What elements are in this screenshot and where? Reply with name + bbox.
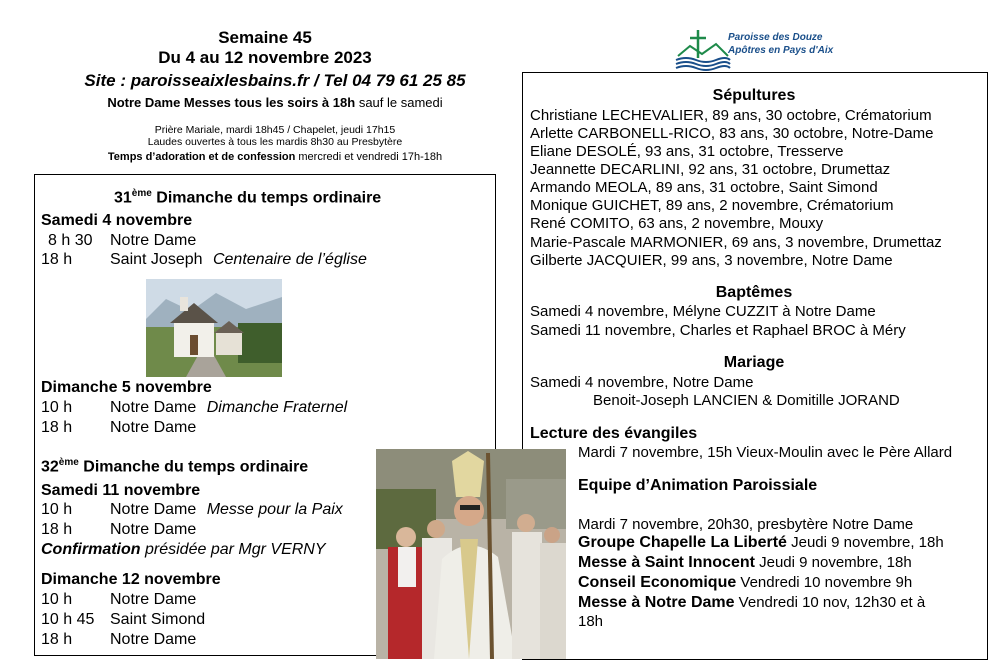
sepulture-item: Armando MEOLA, 89 ans, 31 octobre, Saint Simond — [530, 179, 878, 196]
schedule-row — [41, 419, 196, 437]
dates-title: Du 4 au 12 novembre 2023 — [158, 48, 372, 67]
bapteme-item: Samedi 4 novembre, Mélyne CUZZIT à Notre Dame — [530, 303, 876, 320]
row-time: 10 h — [41, 399, 73, 416]
sunday31-title — [114, 188, 381, 207]
prayer-block — [40, 124, 510, 148]
event-line — [578, 594, 925, 612]
parish-logo-icon — [672, 24, 732, 72]
row-note: Dimanche Fraternel — [206, 399, 348, 416]
event-line — [578, 554, 912, 572]
row-time: 10 h 45 — [41, 611, 95, 628]
eap-title: Equipe d’Animation Paroissiale — [578, 477, 818, 494]
event-bold: Groupe Chapelle La Liberté — [578, 534, 787, 551]
event-rest: Jeudi 9 novembre, 18h — [754, 554, 912, 571]
mariage-title: Mariage — [723, 354, 785, 371]
adoration-line — [40, 151, 510, 163]
schedule-row — [48, 232, 196, 250]
sun12-label: Dimanche 12 novembre — [41, 571, 221, 588]
event-bold: Messe à Notre Dame — [578, 594, 735, 611]
sunday31-num: 31 — [114, 189, 132, 207]
lecture-detail: Mardi 7 novembre, 15h Vieux-Moulin avec le Père Allard — [578, 444, 953, 461]
schedule-row — [41, 521, 196, 539]
event-rest: Vendredi 10 novembre 9h — [736, 574, 913, 591]
event-rest: Jeudi 9 novembre, 18h — [786, 534, 944, 551]
baptemes-title: Baptêmes — [715, 284, 793, 301]
mariage-item: Samedi 4 novembre, Notre Dame — [530, 374, 754, 391]
sun5-label: Dimanche 5 novembre — [41, 379, 212, 396]
row-place: Notre Dame — [110, 521, 197, 538]
confirmation-rest: présidée par Mgr VERNY — [145, 541, 326, 558]
row-place: Notre Dame — [110, 501, 197, 518]
sepulture-item: René COMITO, 63 ans, 2 novembre, Mouxy — [530, 215, 824, 232]
masses-suffix: sauf le samedi — [358, 95, 443, 110]
sepulture-item: Gilberte JACQUIER, 99 ans, 3 novembre, Notre Dame — [530, 252, 893, 269]
event-tail: 18h — [578, 613, 604, 630]
row-time: 18 h — [41, 631, 73, 648]
laudes-line: Laudes ouvertes à tous les mardis 8h30 au Presbytère — [147, 136, 403, 148]
row-place: Notre Dame — [110, 631, 197, 648]
sepulture-item: Jeannette DECARLINI, 92 ans, 31 octobre, Drumettaz — [530, 161, 891, 178]
bishop-photo — [376, 449, 566, 659]
sunday32-num: 32 — [41, 458, 59, 476]
row-place: Notre Dame — [110, 591, 197, 608]
row-place: Saint Joseph — [110, 251, 203, 268]
event-rest: Vendredi 10 nov, 12h30 et à — [734, 594, 926, 611]
confirmation-bold: Confirmation — [41, 541, 141, 558]
row-time: 18 h — [41, 521, 73, 538]
schedule-row — [41, 501, 343, 519]
church-photo — [146, 279, 282, 377]
row-note: Centenaire de l’église — [212, 251, 367, 268]
schedule-row — [41, 251, 367, 269]
logo-line2: Apôtres en Pays d'Aix — [728, 45, 834, 56]
lecture-title: Lecture des évangiles — [530, 425, 698, 442]
bapteme-item: Samedi 11 novembre, Charles et Raphael BROC à Méry — [530, 322, 906, 339]
event-line — [578, 574, 912, 592]
masses-line — [40, 95, 510, 110]
schedule-row — [41, 611, 205, 629]
bishop-image — [376, 449, 566, 659]
week-title: Semaine 45 — [218, 28, 312, 47]
logo-line1: Paroisse des Douze — [728, 32, 823, 43]
eap-detail: Mardi 7 novembre, 20h30, presbytère Notre Dame — [578, 516, 914, 533]
row-time: 10 h — [41, 501, 73, 518]
event-line — [578, 534, 944, 552]
row-time: 10 h — [41, 591, 73, 608]
adoration-prefix: Temps d’adoration et de confession — [107, 151, 296, 163]
row-place: Notre Dame — [110, 399, 197, 416]
row-time: 8 h 30 — [48, 232, 93, 249]
sepulture-item: Monique GUICHET, 89 ans, 2 novembre, Crématorium — [530, 197, 894, 214]
row-note: Messe pour la Paix — [206, 501, 343, 518]
sepulture-item: Eliane DESOLÉ, 93 ans, 31 octobre, Tresserve — [530, 143, 844, 160]
event-bold: Conseil Economique — [578, 574, 737, 591]
sunday31-sup: ème — [131, 188, 152, 199]
sepulture-item: Marie-Pascale MARMONIER, 69 ans, 3 novembre, Drumettaz — [530, 234, 942, 251]
sepultures-title: Sépultures — [712, 87, 796, 104]
sepulture-item: Christiane LECHEVALIER, 89 ans, 30 octobre, Crématorium — [530, 107, 932, 124]
adoration-suffix: mercredi et vendredi 17h-18h — [298, 151, 443, 163]
schedule-row — [41, 399, 347, 417]
row-place: Saint Simond — [110, 611, 206, 628]
sunday32-sup: ème — [58, 457, 79, 468]
sunday32-title — [41, 457, 308, 476]
schedule-row — [41, 631, 196, 649]
mariage-couple: Benoit-Joseph LANCIEN & Domitille JORAND — [593, 392, 900, 409]
row-time: 18 h — [41, 419, 73, 436]
sunday32-text: Dimanche du temps ordinaire — [83, 458, 309, 476]
church-image — [146, 279, 282, 377]
masses-prefix: Notre Dame Messes tous les soirs à 18h — [107, 95, 356, 110]
sat4-label: Samedi 4 novembre — [41, 212, 193, 229]
row-place: Notre Dame — [110, 419, 197, 436]
parish-logo — [672, 24, 842, 72]
sunday31-text: Dimanche du temps ordinaire — [156, 189, 382, 207]
row-time: 18 h — [41, 251, 73, 268]
confirmation-line — [41, 541, 326, 559]
event-bold: Messe à Saint Innocent — [578, 554, 755, 571]
row-place: Notre Dame — [110, 232, 197, 249]
site-line[interactable]: Site : paroisseaixlesbains.fr / Tel 04 79 61 25 85 — [84, 71, 466, 90]
sat11-label: Samedi 11 novembre — [41, 482, 201, 499]
schedule-row — [41, 591, 196, 609]
prayer-line: Prière Mariale, mardi 18h45 / Chapelet, jeudi 17h15 — [154, 124, 396, 136]
sepulture-item: Arlette CARBONELL-RICO, 83 ans, 30 octobre, Notre-Dame — [530, 125, 934, 142]
